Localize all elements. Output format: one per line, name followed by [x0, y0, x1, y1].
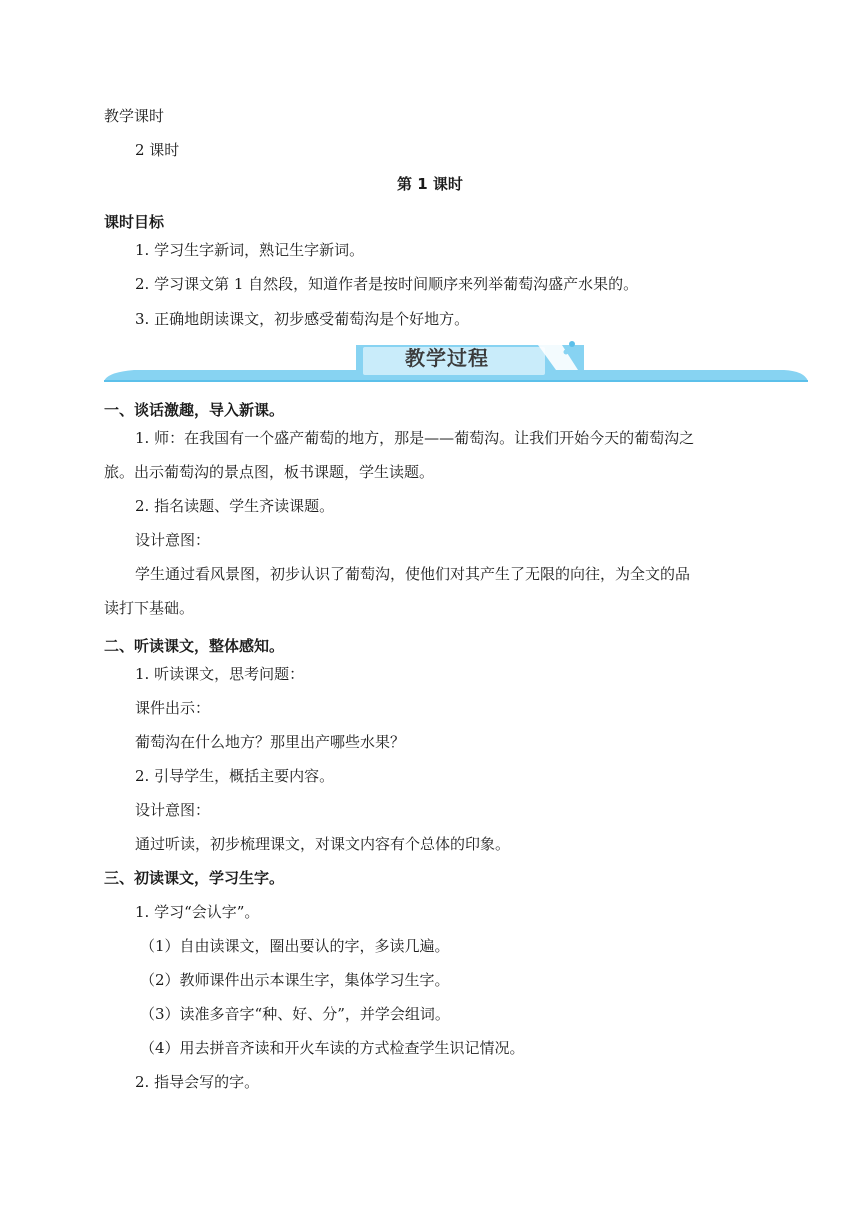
- step-item: （3）读准多音字“种、好、分”，并学会组词。: [140, 1005, 450, 1023]
- step-item: （4）用去拼音齐读和开火车读的方式检查学生识记情况。: [140, 1039, 525, 1057]
- objective-item: 1. 学习生字新词，熟记生字新词。: [135, 241, 365, 259]
- paragraph: 1. 师：在我国有一个盛产葡萄的地方，那是——葡萄沟。让我们开始今天的葡萄沟之: [135, 429, 695, 447]
- objective-item: 2. 学习课文第 1 自然段，知道作者是按时间顺序来列举葡萄沟盛产水果的。: [135, 275, 639, 293]
- design-text: 读打下基础。: [104, 599, 195, 617]
- header-value: 2 课时: [135, 141, 180, 159]
- objective-item: 3. 正确地朗读课文，初步感受葡萄沟是个好地方。: [135, 310, 470, 328]
- objectives-heading: 课时目标: [104, 213, 165, 231]
- paragraph: 2. 引导学生，概括主要内容。: [135, 767, 335, 785]
- paragraph: 1. 学习“会认字”。: [135, 903, 260, 921]
- design-label: 设计意图：: [135, 801, 211, 819]
- design-text: 学生通过看风景图，初步认识了葡萄沟，使他们对其产生了无限的向往，为全文的品: [135, 565, 691, 583]
- step-item: （1）自由读课文，圈出要认的字，多读几遍。: [140, 937, 450, 955]
- header-label: 教学课时: [104, 107, 165, 125]
- paragraph: 2. 指导会写的字。: [135, 1073, 260, 1091]
- banner-title: 教学过程: [405, 346, 489, 370]
- paragraph: 旅。出示葡萄沟的景点图，板书课题，学生读题。: [104, 463, 435, 481]
- paragraph: 1. 听读课文，思考问题：: [135, 665, 305, 683]
- section-heading: 三、初读课文，学习生字。: [104, 869, 285, 887]
- paragraph: 2. 指名读题、学生齐读课题。: [135, 497, 335, 515]
- lesson-title: 第 1 课时: [397, 175, 463, 193]
- section-heading: 一、谈话激趣，导入新课。: [104, 401, 285, 419]
- section-heading: 二、听读课文，整体感知。: [104, 637, 285, 655]
- design-label: 设计意图：: [135, 531, 211, 549]
- courseware-label: 课件出示：: [135, 699, 211, 717]
- design-text: 通过听读，初步梳理课文，对课文内容有个总体的印象。: [135, 835, 511, 853]
- step-item: （2）教师课件出示本课生字，集体学习生字。: [140, 971, 450, 989]
- question-text: 葡萄沟在什么地方？那里出产哪些水果？: [135, 733, 406, 751]
